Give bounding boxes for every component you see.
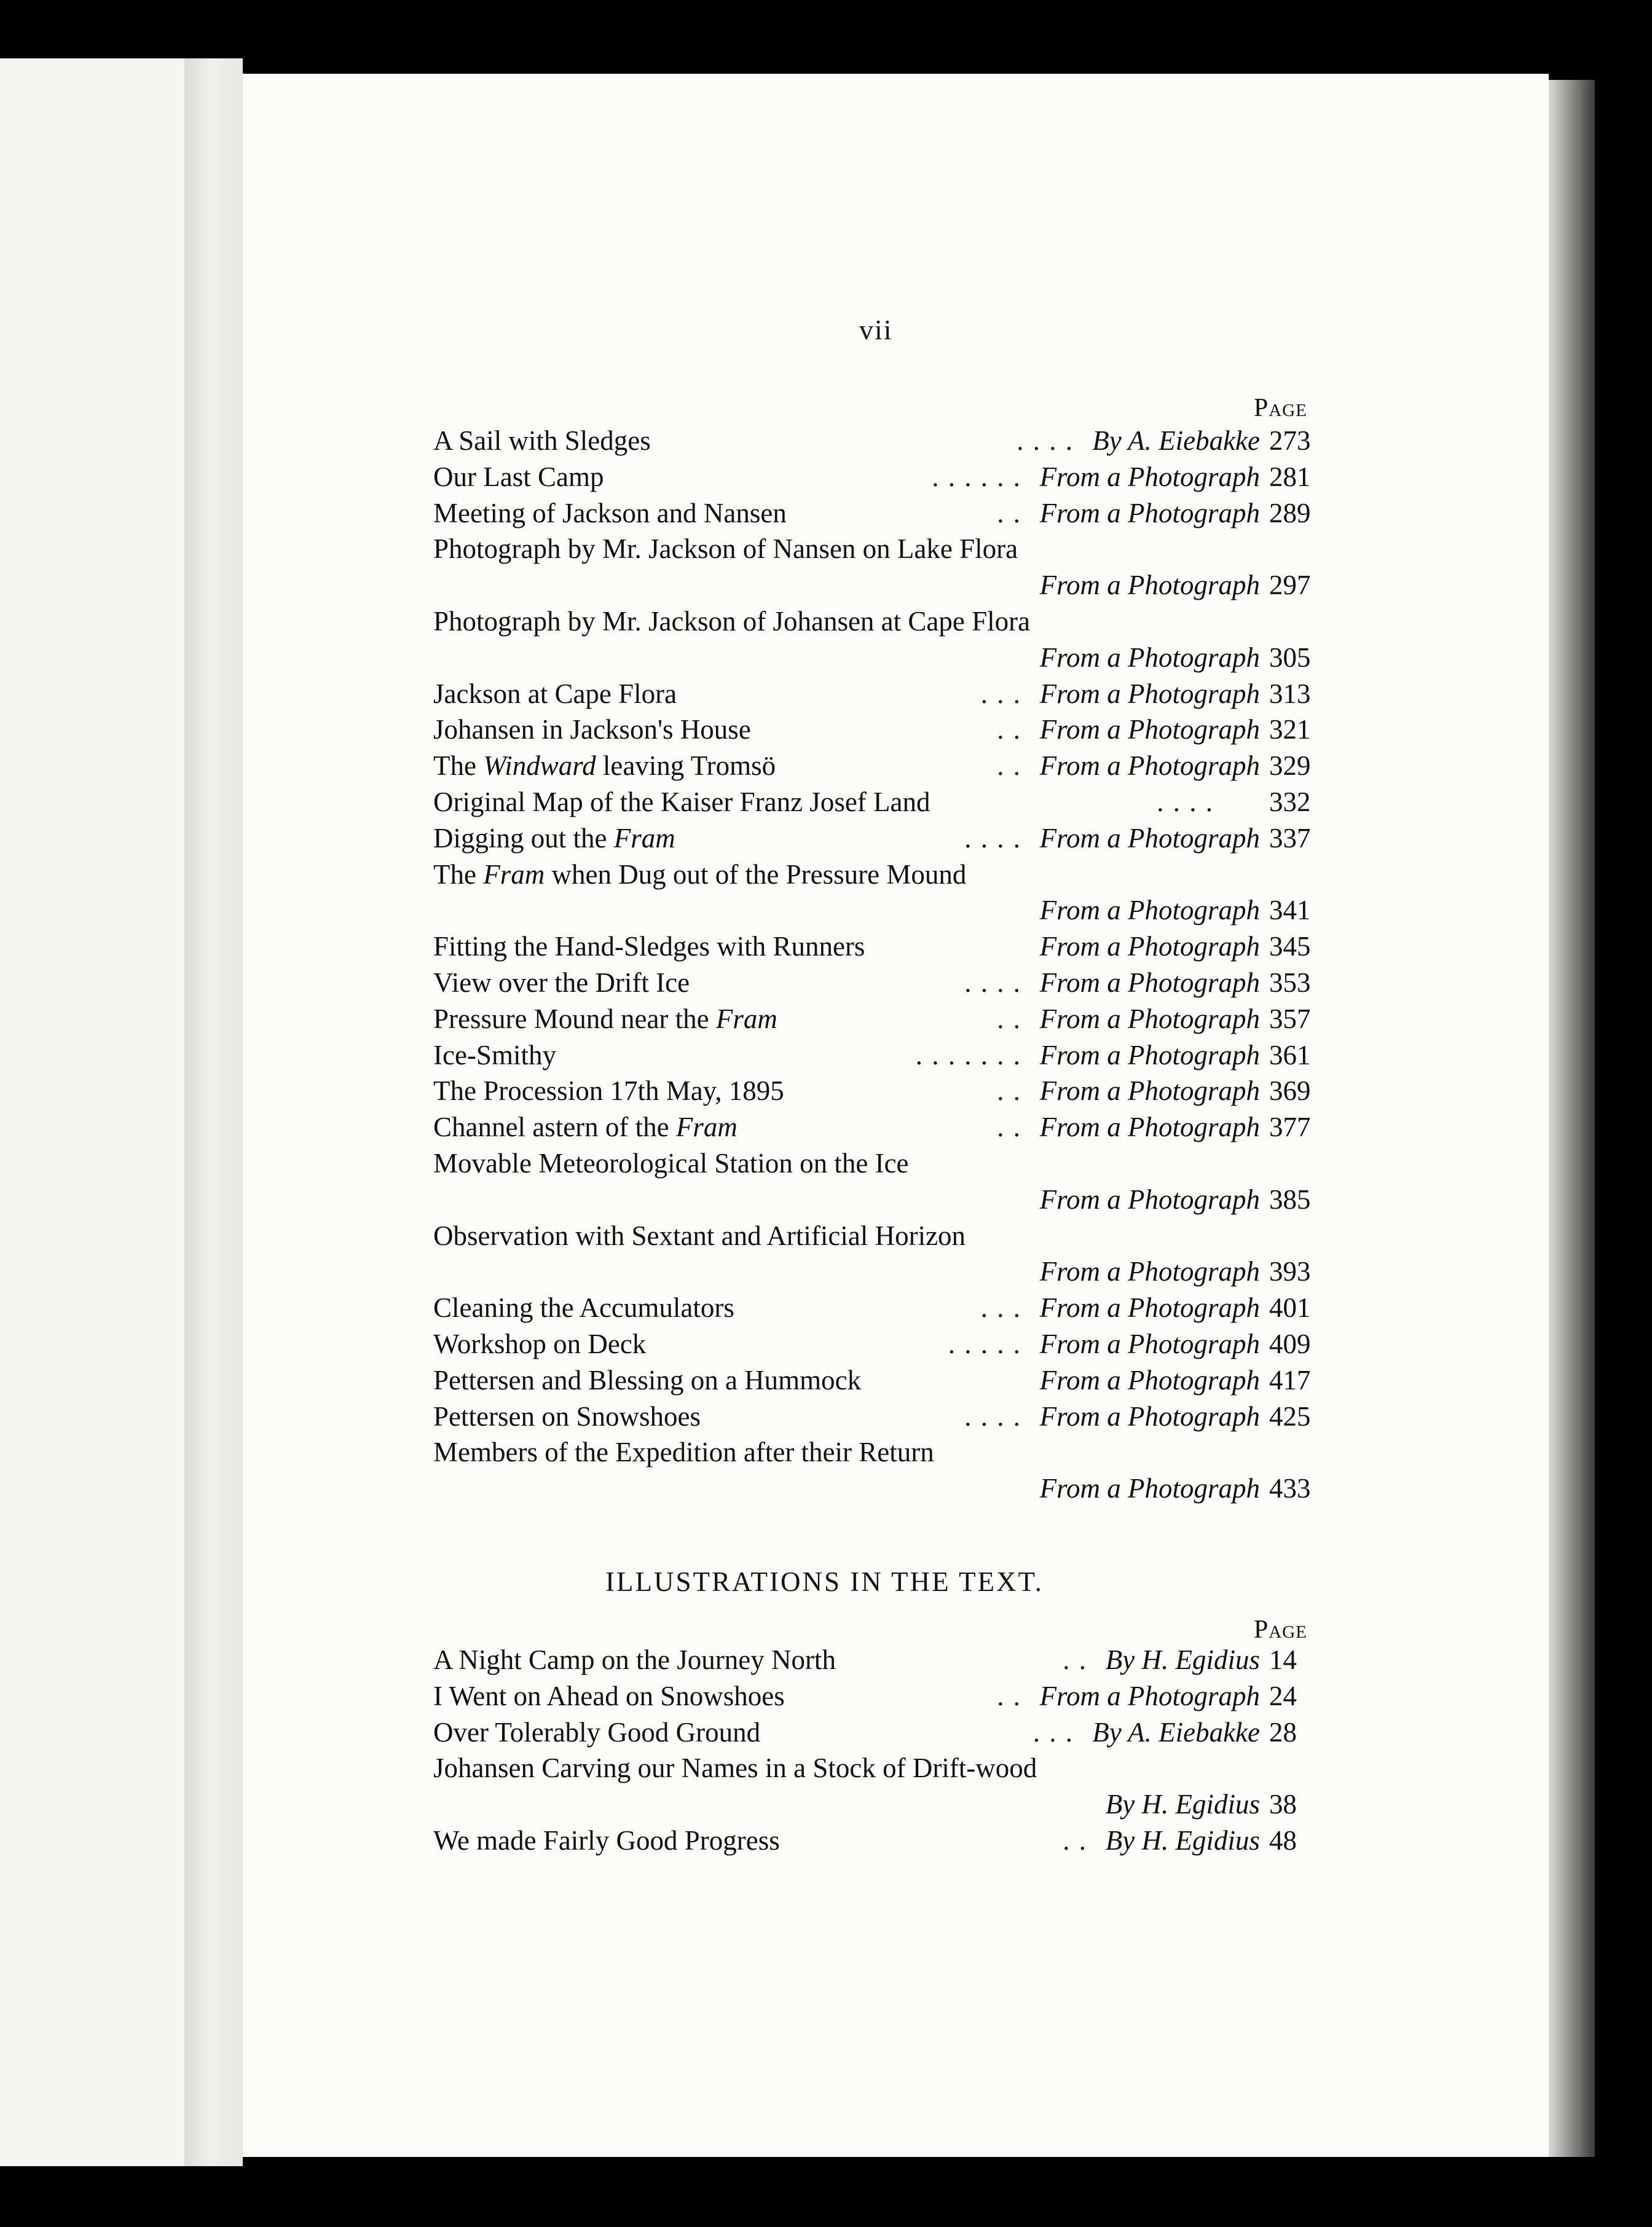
item-source: From a Photograph [1039,678,1260,709]
item-source: From a Photograph [1039,1256,1260,1287]
list-item [433,1714,1318,1750]
item-source: From a Photograph [1039,1680,1260,1711]
item-title: Original Map of the Kaiser Franz Josef Land [433,787,930,817]
item-source: From a Photograph [1039,642,1260,673]
list-item [433,1037,1318,1073]
item-page: 377 [1269,1112,1311,1143]
item-source: From a Photograph [1039,497,1260,528]
list-item [433,1182,1318,1217]
list-item [433,676,1318,712]
item-source: From a Photograph [1039,1329,1260,1359]
section-heading: ILLUSTRATIONS IN THE TEXT. [605,1566,1044,1597]
item-page: 337 [1269,822,1311,854]
item-title: View over the Drift Ice [433,967,690,998]
item-page: 353 [1269,967,1311,998]
item-title: Cleaning the Accumulators [433,1292,734,1324]
text-page-column-header: Page [1254,1616,1307,1644]
item-title: The Procession 17th May, 1895 [433,1075,784,1107]
list-item [433,1145,1318,1181]
list-item [433,640,1318,675]
item-title: Pettersen and Blessing on a Hummock [433,1364,862,1396]
dot-leader: . . . . . . . [915,1039,1021,1070]
dot-leader: . . . [1032,1716,1074,1748]
dot-leader: . . [1063,1825,1087,1856]
item-source: From a Photograph [1039,1364,1260,1396]
dot-leader: . . . . [1157,787,1214,817]
list-item [433,820,1318,856]
item-title: Our Last Camp [433,461,604,492]
page-edge [1549,80,1595,2157]
list-item [433,1786,1318,1822]
item-title: We made Fairly Good Progress [433,1825,780,1856]
item-title: Digging out the Fram [433,822,675,854]
page-number: vii [859,314,893,345]
item-source: From a Photograph [1039,822,1260,854]
dot-leader: . . . . . [948,1329,1021,1359]
list-item [433,1642,1318,1678]
list-item [433,567,1318,603]
item-page: 28 [1269,1716,1297,1748]
list-item [433,857,1318,892]
dot-leader: . . . [980,1292,1021,1324]
list-item [433,1001,1318,1037]
item-source: From a Photograph [1039,461,1260,492]
dot-leader: . . . . [964,1400,1021,1432]
item-source: From a Photograph [1039,967,1260,998]
item-source: From a Photograph [1039,1112,1260,1143]
item-title: Workshop on Deck [433,1329,647,1359]
item-page: 281 [1269,461,1311,492]
list-item [433,603,1318,639]
list-item [433,712,1318,747]
item-source: From a Photograph [1039,714,1260,745]
item-page: 361 [1269,1039,1311,1070]
dot-leader: . . [997,497,1021,528]
dot-leader: . . . [980,678,1021,709]
page-column-header: Page [1254,394,1307,422]
item-page: 297 [1269,570,1311,601]
dot-leader: . . [997,1680,1021,1711]
item-title: Photograph by Mr. Jackson of Johansen at Cape Flora [433,606,1031,637]
dot-leader: . . [997,1075,1021,1107]
list-item [433,748,1318,784]
list-item [433,423,1318,458]
item-page: 409 [1269,1329,1311,1359]
list-item [433,1678,1318,1714]
item-title: Jackson at Cape Flora [433,678,677,709]
item-source: By H. Egidius [1105,1644,1260,1675]
dot-leader: . . [997,1003,1021,1034]
item-page: 24 [1269,1680,1297,1711]
item-title: Observation with Sextant and Artificial Horizon [433,1220,966,1251]
item-title: A Night Camp on the Journey North [433,1644,836,1675]
item-source: By A. Eiebakke [1092,1716,1260,1748]
dot-leader: . . . . [964,967,1021,998]
list-item [433,1399,1318,1434]
item-title: Members of the Expedition after their Return [433,1437,934,1468]
item-page: 305 [1269,642,1311,673]
item-title: Photograph by Mr. Jackson of Nansen on Lake Flora [433,533,1018,565]
item-source: From a Photograph [1039,570,1260,601]
item-title: Pressure Mound near the Fram [433,1003,777,1034]
dot-leader: . . [1063,1644,1087,1675]
list-item [433,1434,1318,1470]
book-gutter [184,58,243,2166]
facing-page [0,58,184,2166]
item-source: From a Photograph [1039,750,1260,782]
item-source: By H. Egidius [1105,1825,1260,1856]
list-item [433,1823,1318,1858]
item-title: Channel astern of the Fram [433,1112,738,1143]
list-item [433,1073,1318,1109]
item-title: Movable Meteorological Station on the Ice [433,1148,909,1179]
item-source: From a Photograph [1039,1400,1260,1432]
dot-leader: . . . . . . [932,461,1021,492]
list-item [433,1362,1318,1398]
item-title: Pettersen on Snowshoes [433,1400,701,1432]
list-item [433,929,1318,964]
list-item [433,892,1318,928]
dot-leader: . . . . [1017,425,1074,456]
item-page: 385 [1269,1184,1311,1215]
item-page: 14 [1269,1644,1297,1675]
list-item [433,1109,1318,1145]
item-title: Over Tolerably Good Ground [433,1716,761,1748]
item-source: By H. Egidius [1105,1789,1260,1820]
item-title: Johansen Carving our Names in a Stock of Drift-wood [433,1753,1037,1784]
list-item [433,531,1318,567]
item-title: The Fram when Dug out of the Pressure Mound [433,858,967,890]
item-source: From a Photograph [1039,1184,1260,1215]
item-page: 332 [1269,787,1311,817]
list-item [433,1471,1318,1506]
item-source: From a Photograph [1039,1039,1260,1070]
item-source: From a Photograph [1039,1292,1260,1324]
list-item [433,1290,1318,1326]
item-page: 341 [1269,895,1311,926]
item-page: 289 [1269,497,1311,528]
item-page: 345 [1269,931,1311,962]
item-page: 369 [1269,1075,1311,1107]
item-title: A Sail with Sledges [433,425,651,456]
item-source: From a Photograph [1039,931,1260,962]
list-item [433,965,1318,1000]
item-source: From a Photograph [1039,1003,1260,1034]
list-item [433,1218,1318,1254]
item-page: 425 [1269,1400,1311,1432]
item-page: 313 [1269,678,1311,709]
dot-leader: . . [997,714,1021,745]
item-page: 321 [1269,714,1311,745]
item-source: By A. Eiebakke [1092,425,1260,456]
item-page: 417 [1269,1364,1311,1396]
dot-leader: . . [997,1112,1021,1143]
list-item [433,459,1318,495]
list-item [433,1750,1318,1786]
item-title: The Windward leaving Tromsö [433,750,776,782]
item-title: Meeting of Jackson and Nansen [433,497,787,528]
item-title: Johansen in Jackson's House [433,714,751,745]
item-title: Fitting the Hand-Sledges with Runners [433,931,865,962]
dot-leader: . . [997,750,1021,782]
list-item [433,1326,1318,1362]
list-item [433,1254,1318,1289]
dot-leader: . . . . [964,822,1021,854]
list-item [433,495,1318,531]
item-page: 48 [1269,1825,1297,1856]
item-source: From a Photograph [1039,1473,1260,1504]
item-page: 401 [1269,1292,1311,1324]
item-page: 357 [1269,1003,1311,1034]
item-source: From a Photograph [1039,1075,1260,1107]
item-page: 38 [1269,1789,1297,1820]
item-title: Ice-Smithy [433,1039,556,1070]
list-item [433,784,1318,820]
item-title: I Went on Ahead on Snowshoes [433,1680,785,1711]
item-page: 273 [1269,425,1311,456]
item-page: 433 [1269,1473,1311,1504]
item-source: From a Photograph [1039,895,1260,926]
item-page: 329 [1269,750,1311,782]
item-page: 393 [1269,1256,1311,1287]
